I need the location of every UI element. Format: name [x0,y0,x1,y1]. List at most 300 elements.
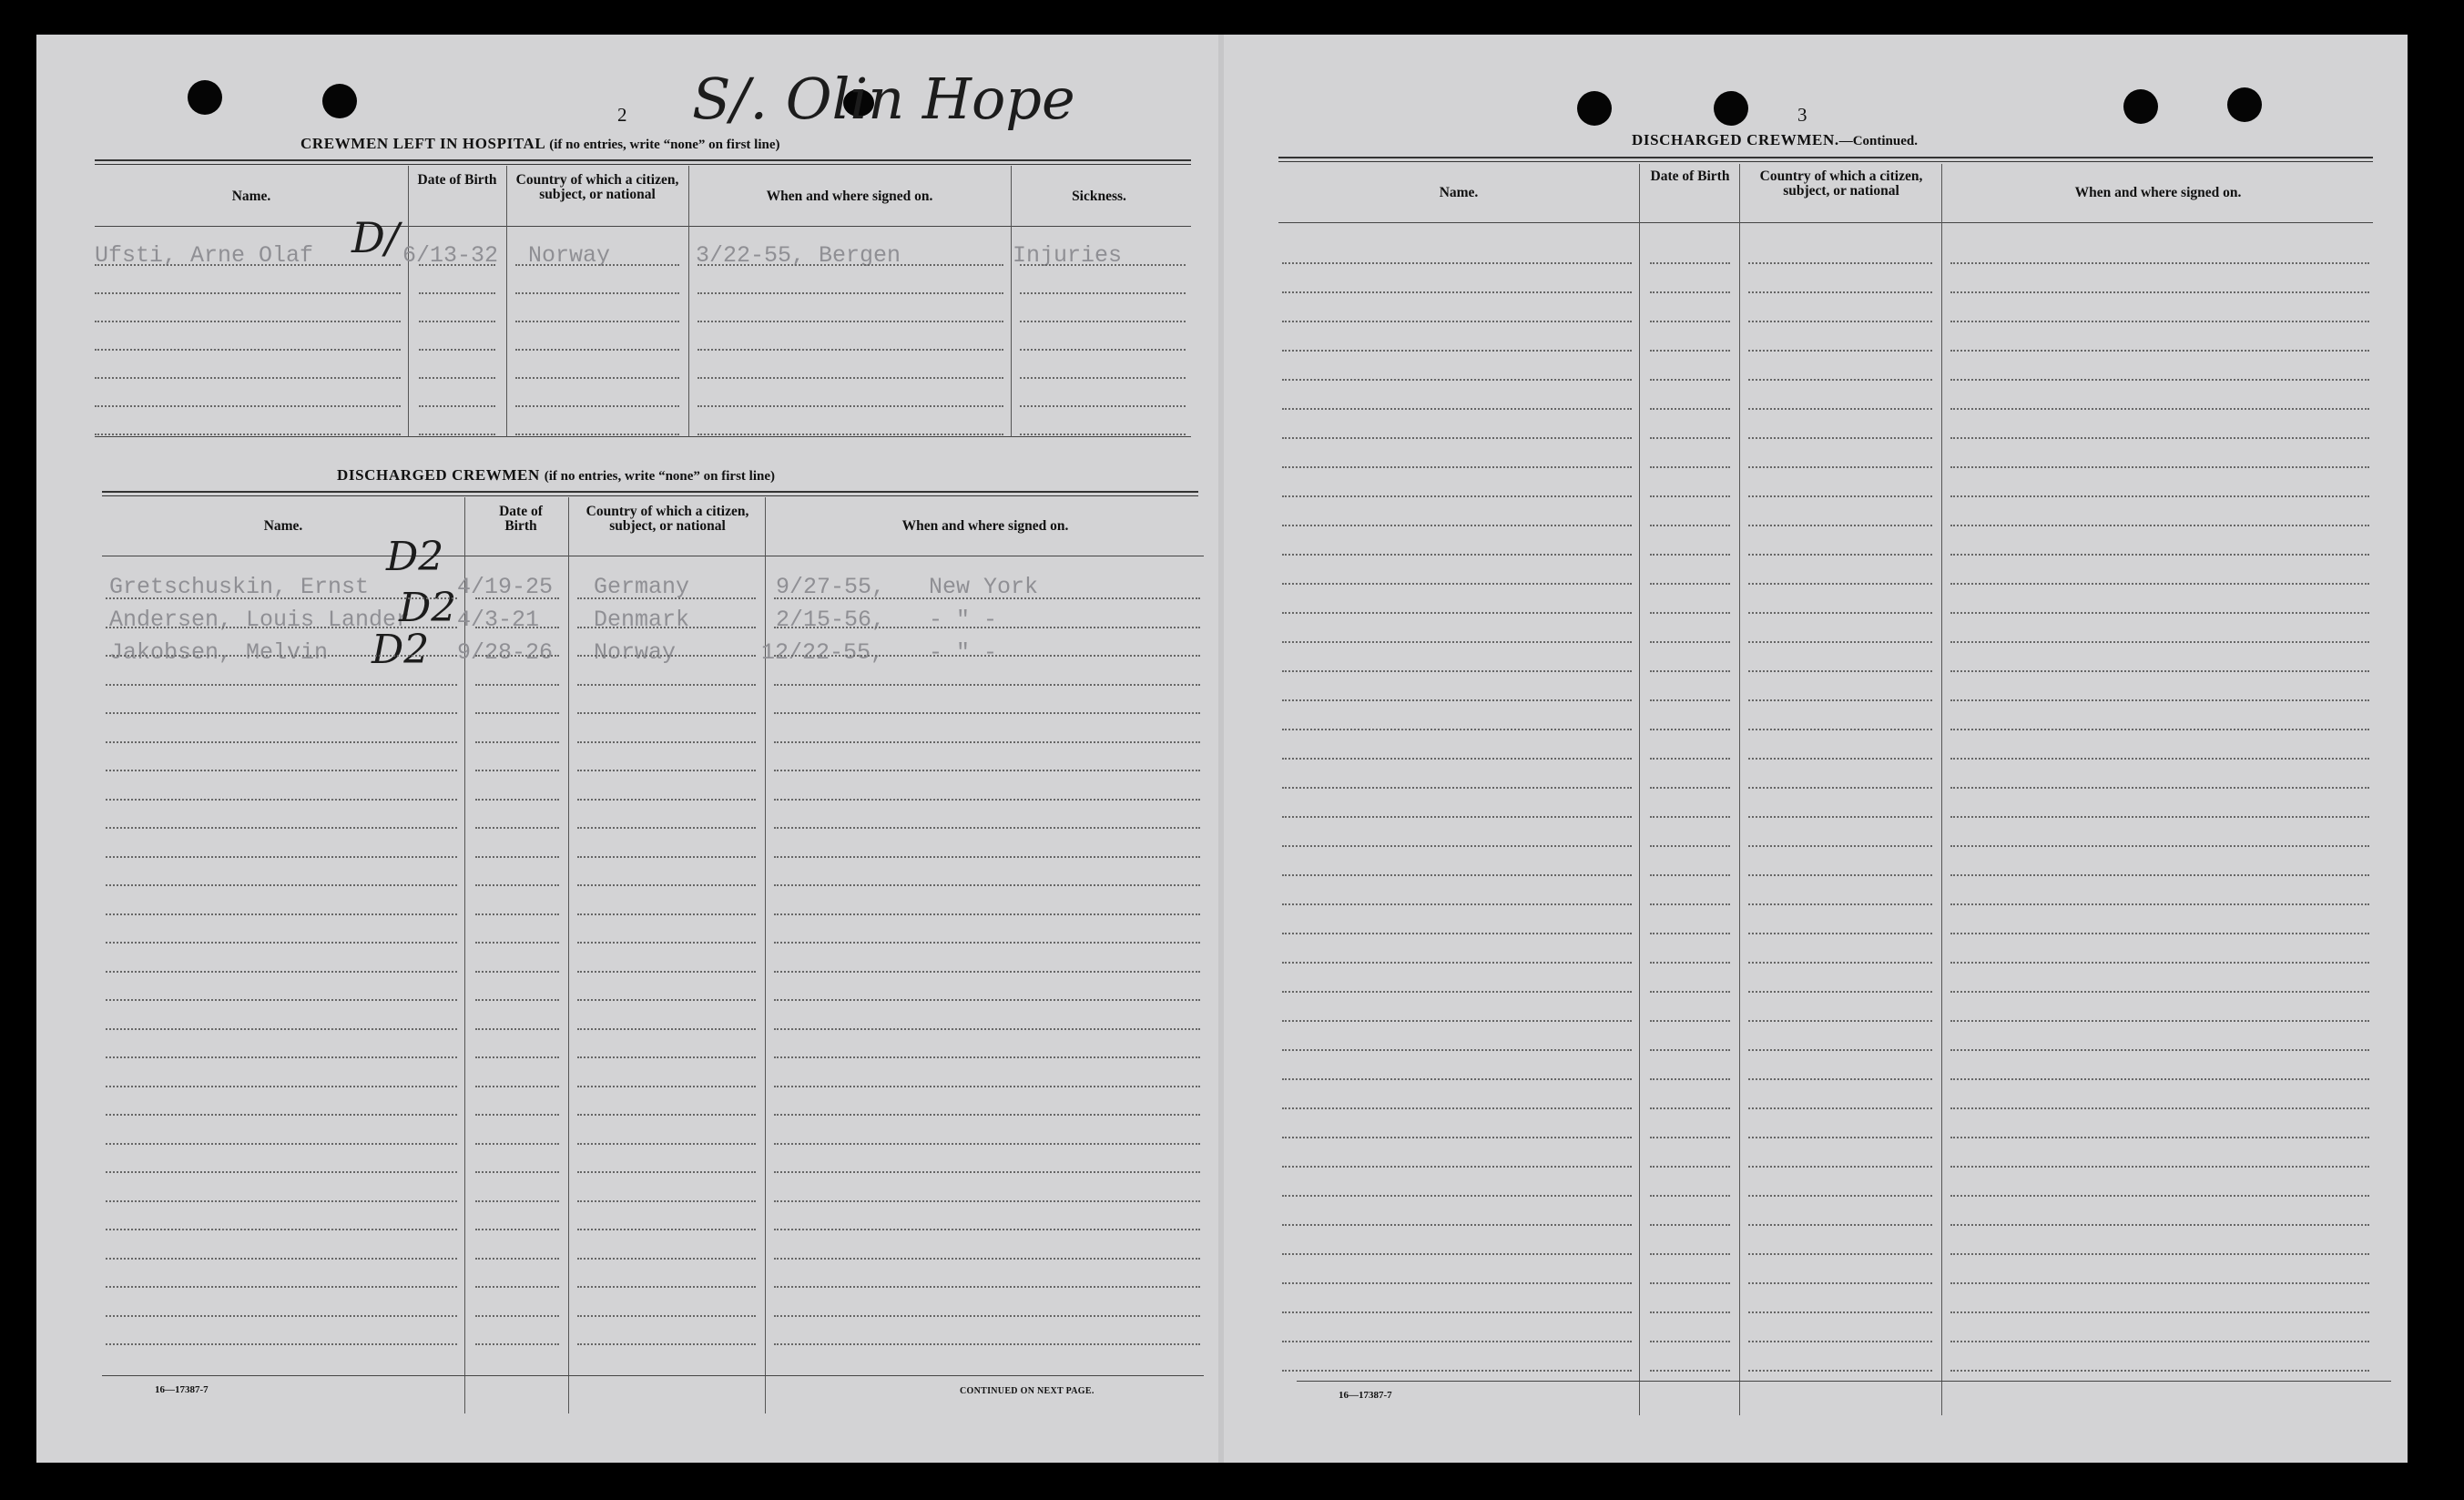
ruled-line [1748,1282,1932,1284]
right-header-rule [1278,222,2373,223]
ruled-line [1650,1195,1730,1197]
ruled-line [1282,525,1632,526]
ruled-line [1950,262,2369,264]
ruled-line [1650,991,1730,993]
ruled-line [1748,874,1932,876]
ruled-line [475,1028,559,1030]
ruled-line [774,884,1200,886]
ruled-line [1650,1137,1730,1138]
ruled-line [1650,554,1730,556]
ruled-line [1950,1078,2369,1080]
ruled-line [577,1343,756,1345]
ruled-line [577,1229,756,1230]
ruled-line [1282,874,1632,876]
ruled-line [577,627,756,628]
ruled-line [515,292,679,294]
ruled-line [697,321,1003,322]
ruled-line [1950,816,2369,818]
right-col-divider [1941,164,1942,1415]
ruled-line [106,856,457,858]
ruled-line [1748,1253,1932,1255]
column-header-date-of-birth: Date of Birth [417,172,497,188]
ruled-line [515,349,679,351]
ruled-line [106,1343,457,1345]
ruled-line [577,1056,756,1058]
ruled-line [475,1143,559,1145]
handwritten-mark: D2 [386,534,444,580]
ruled-line [1020,349,1186,351]
ruled-line [1282,1195,1632,1197]
ruled-line [1650,816,1730,818]
ruled-line [475,597,559,599]
ruled-line [106,942,457,944]
handwritten-mark: D/ [351,213,400,262]
ruled-line [1650,408,1730,410]
ruled-line [697,292,1003,294]
column-header-signed-on: When and where signed on. [901,518,1069,534]
ruled-line [1748,903,1932,905]
ruled-line [95,377,401,379]
ruled-line [1748,845,1932,847]
ruled-line [1950,612,2369,614]
right-col-divider [1639,164,1640,1415]
discharged-crewman-country: Germany [594,574,690,600]
ruled-line [1748,1137,1932,1138]
ruled-line [475,1258,559,1260]
discharged-crewman-place: New York [929,574,1039,600]
ruled-line [1950,991,2369,993]
ruled-line [1950,1311,2369,1313]
discharged-crewman-name: Andersen, Louis Lander [109,607,411,633]
ruled-line [106,1229,457,1230]
punch-hole [2227,87,2262,122]
hospital-header-rule [95,226,1191,227]
ruled-line [1950,699,2369,701]
ruled-line [1282,1282,1632,1284]
ruled-line [774,597,1200,599]
ruled-line [577,884,756,886]
discharged-crewman-name: Gretschuskin, Ernst [109,574,370,600]
ruled-line [1282,495,1632,497]
ruled-line [1282,729,1632,730]
discharged-crewman-date: 9/27-55, [776,574,886,600]
punch-hole [1577,91,1612,126]
ruled-line [106,770,457,771]
form-number-left: 16—17387-7 [155,1384,209,1395]
column-header-sickness: Sickness. [1072,189,1126,204]
ruled-line [577,971,756,973]
ruled-line [577,827,756,829]
ruled-line [577,1200,756,1202]
ruled-line [475,1286,559,1288]
ruled-line [577,1258,756,1260]
ruled-line [106,971,457,973]
column-header-country: Country of which a citizen, subject, or national [1759,168,1923,199]
ruled-line [774,971,1200,973]
ruled-line [475,999,559,1001]
page-number-right: 3 [1797,104,1807,126]
ruled-line [106,627,457,628]
ruled-line [1282,466,1632,468]
ruled-line [1748,1341,1932,1342]
ruled-line [1282,758,1632,760]
ruled-line [1282,1137,1632,1138]
ruled-line [419,434,495,435]
punch-hole [2123,89,2158,124]
punch-hole [188,80,222,115]
discharged-crewman-date: 2/15-56, [776,607,886,633]
ruled-line [475,884,559,886]
ruled-line [1950,903,2369,905]
ruled-line [1950,1253,2369,1255]
ruled-line [1950,291,2369,293]
ruled-line [1650,1107,1730,1109]
ruled-line [475,1056,559,1058]
punch-hole [1714,91,1748,126]
ruled-line [1748,1166,1932,1168]
ruled-line [1020,321,1186,322]
ruled-line [1650,845,1730,847]
ruled-line [475,942,559,944]
ruled-line [1650,321,1730,322]
ruled-line [1020,405,1186,407]
ruled-line [106,799,457,801]
ruled-line [577,684,756,686]
discharged-heading: DISCHARGED CREWMEN (if no entries, write “none” on first line) [337,466,775,484]
ruled-line [774,1028,1200,1030]
ruled-line [1748,729,1932,730]
ruled-line [774,913,1200,915]
ruled-line [1282,641,1632,643]
ruled-line [1950,670,2369,672]
discharged-crewman-name: Jakobsen, Melvin [109,639,329,666]
ruled-line [1950,874,2369,876]
column-header-signed-on: When and where signed on. [2074,185,2242,200]
ruled-line [1282,379,1632,381]
ruled-line [106,1143,457,1145]
ruled-line [1282,291,1632,293]
ruled-line [1748,1224,1932,1226]
ruled-line [1282,408,1632,410]
page-fold [1218,35,1224,1463]
ruled-line [419,264,495,266]
ruled-line [475,684,559,686]
ruled-line [1950,437,2369,439]
ruled-line [1748,933,1932,934]
ruled-line [1950,1370,2369,1372]
ruled-line [106,597,457,599]
hospital-heading: CREWMEN LEFT IN HOSPITAL (if no entries, write “none” on first line) [300,135,780,152]
captain-signature: S/. Olin Hope [692,66,1075,132]
ruled-line [774,712,1200,714]
ruled-line [1950,1137,2369,1138]
discharged-bottom-rule [102,1375,1204,1376]
ruled-line [1020,377,1186,379]
ruled-line [95,405,401,407]
ruled-line [106,684,457,686]
ruled-line [577,1171,756,1173]
ruled-line [475,913,559,915]
ruled-line [774,827,1200,829]
ruled-line [774,1286,1200,1288]
ruled-line [1282,1078,1632,1080]
ruled-line [1650,699,1730,701]
ruled-line [106,1086,457,1087]
ruled-line [697,377,1003,379]
ruled-line [1650,495,1730,497]
column-header-name: Name. [231,189,271,204]
ruled-line [1282,1020,1632,1022]
hospital-col-divider [688,166,689,437]
ruled-line [1282,437,1632,439]
ruled-line [577,655,756,657]
ruled-line [1748,787,1932,789]
ruled-line [106,1258,457,1260]
ruled-line [577,1315,756,1317]
document-sheet [36,35,2408,1463]
ruled-line [1748,641,1932,643]
ruled-line [1748,1370,1932,1372]
ruled-line [1748,670,1932,672]
hospital-bottom-rule [95,436,1191,437]
ruled-line [1020,434,1186,435]
ruled-line [515,377,679,379]
ruled-line [774,1343,1200,1345]
ruled-line [1950,466,2369,468]
ruled-line [1650,525,1730,526]
ruled-line [1282,583,1632,585]
ruled-line [1650,379,1730,381]
ruled-line [95,321,401,322]
ruled-line [1650,933,1730,934]
ruled-line [1950,1195,2369,1197]
ruled-line [1282,262,1632,264]
ruled-line [697,264,1003,266]
ruled-line [1748,291,1932,293]
ruled-line [1748,379,1932,381]
ruled-line [577,913,756,915]
right-bottom-rule [1297,1381,2391,1382]
ruled-line [577,942,756,944]
ruled-line [774,627,1200,628]
ruled-line [1950,1166,2369,1168]
discharged-crewman-dob: 4/19-25 [457,574,554,600]
ruled-line [1748,321,1932,322]
ruled-line [106,913,457,915]
ruled-line [774,741,1200,743]
ruled-line [1950,525,2369,526]
ruled-line [106,741,457,743]
ruled-line [1282,670,1632,672]
ruled-line [774,1229,1200,1230]
ruled-line [577,741,756,743]
discharged-col-divider [568,497,569,1413]
ruled-line [774,1086,1200,1087]
ruled-line [1282,554,1632,556]
ruled-line [1950,1282,2369,1284]
ruled-line [106,1114,457,1116]
discharged-crewman-place: - " - [929,607,998,633]
discharged-col-divider [765,497,766,1413]
ruled-line [1650,1166,1730,1168]
ruled-line [1650,262,1730,264]
ruled-line [1282,1370,1632,1372]
ruled-line [106,712,457,714]
ruled-line [774,1258,1200,1260]
ruled-line [1748,466,1932,468]
continued-note: CONTINUED ON NEXT PAGE. [960,1386,1095,1396]
hospital-crewman-country: Norway [528,242,611,269]
ruled-line [1650,641,1730,643]
ruled-line [577,999,756,1001]
ruled-line [1950,554,2369,556]
ruled-line [1650,1253,1730,1255]
discharged-continued-heading: DISCHARGED CREWMEN.—Continued. [1632,131,1918,148]
ruled-line [1950,962,2369,964]
right-top-rule [1278,157,2373,162]
ruled-line [1282,962,1632,964]
ruled-line [1748,758,1932,760]
ruled-line [1748,1195,1932,1197]
ruled-line [774,770,1200,771]
punch-hole [322,84,357,118]
ruled-line [1282,699,1632,701]
ruled-line [1748,1049,1932,1051]
ruled-line [1650,612,1730,614]
ruled-line [1282,816,1632,818]
ruled-line [1650,583,1730,585]
ruled-line [1748,437,1932,439]
ruled-line [95,292,401,294]
ruled-line [1282,1049,1632,1051]
ruled-line [1950,1049,2369,1051]
ruled-line [1950,758,2369,760]
ruled-line [1748,1311,1932,1313]
ruled-line [95,349,401,351]
ruled-line [106,1056,457,1058]
ruled-line [106,999,457,1001]
ruled-line [419,377,495,379]
ruled-line [774,1315,1200,1317]
ruled-line [475,655,559,657]
ruled-line [1748,350,1932,352]
ruled-line [577,1086,756,1087]
ruled-line [106,884,457,886]
ruled-line [1650,787,1730,789]
ruled-line [1748,612,1932,614]
ruled-line [774,1171,1200,1173]
ruled-line [577,712,756,714]
form-number-right: 16—17387-7 [1339,1390,1392,1401]
hospital-top-rule [95,159,1191,165]
ruled-line [106,1171,457,1173]
ruled-line [774,799,1200,801]
ruled-line [1748,583,1932,585]
ruled-line [1650,1370,1730,1372]
ruled-line [475,856,559,858]
hospital-crewman-sickness: Injuries [1013,242,1123,269]
hospital-crewman-name: Ufsti, Arne Olaf [95,242,314,269]
hospital-col-divider [408,166,409,437]
column-header-signed-on: When and where signed on. [766,189,933,204]
ruled-line [1950,729,2369,730]
ruled-line [475,770,559,771]
ruled-line [475,1114,559,1116]
ruled-line [1650,729,1730,730]
ruled-line [1650,1224,1730,1226]
ruled-line [1282,1311,1632,1313]
discharged-crewman-country: Denmark [594,607,690,633]
ruled-line [774,1143,1200,1145]
ruled-line [95,434,401,435]
ruled-line [1282,321,1632,322]
discharged-col-divider [464,497,465,1413]
ruled-line [475,1086,559,1087]
right-col-divider [1739,164,1740,1415]
page-number-left: 2 [617,104,627,126]
ruled-line [1748,525,1932,526]
discharged-crewman-date: 12/22-55, [761,639,885,666]
ruled-line [1950,1341,2369,1342]
hospital-crewman-signed-on: 3/22-55, Bergen [696,242,901,269]
ruled-line [106,1028,457,1030]
column-header-date-of-birth: Date of Birth [499,504,543,534]
ruled-line [419,349,495,351]
ruled-line [1282,933,1632,934]
ruled-line [774,1056,1200,1058]
hospital-col-divider [1011,166,1012,437]
discharged-top-rule [102,491,1198,496]
hospital-crewman-dob: 6/13-32 [402,242,499,269]
ruled-line [1650,874,1730,876]
ruled-line [475,1171,559,1173]
ruled-line [419,405,495,407]
ruled-line [106,827,457,829]
ruled-line [515,264,679,266]
ruled-line [697,405,1003,407]
ruled-line [1650,1311,1730,1313]
ruled-line [106,655,457,657]
ruled-line [1282,1224,1632,1226]
ruled-line [1282,903,1632,905]
column-header-country: Country of which a citizen, subject, or national [515,172,679,202]
ruled-line [774,1200,1200,1202]
ruled-line [774,942,1200,944]
ruled-line [1748,816,1932,818]
column-header-date-of-birth: Date of Birth [1650,168,1730,184]
ruled-line [1650,437,1730,439]
ruled-line [577,1143,756,1145]
ruled-line [1650,1341,1730,1342]
ruled-line [1282,991,1632,993]
ruled-line [1020,264,1186,266]
ruled-line [1650,758,1730,760]
ruled-line [1650,1049,1730,1051]
ruled-line [475,799,559,801]
ruled-line [1950,1224,2369,1226]
ruled-line [774,999,1200,1001]
ruled-line [577,1028,756,1030]
discharged-crewman-place: - " - [929,639,998,666]
discharged-crewman-dob: 4/3-21 [457,607,540,633]
ruled-line [1950,641,2369,643]
ruled-line [1950,845,2369,847]
ruled-line [774,655,1200,657]
ruled-line [577,1114,756,1116]
ruled-line [1282,1107,1632,1109]
handwritten-mark: D2 [372,627,430,673]
ruled-line [1950,583,2369,585]
